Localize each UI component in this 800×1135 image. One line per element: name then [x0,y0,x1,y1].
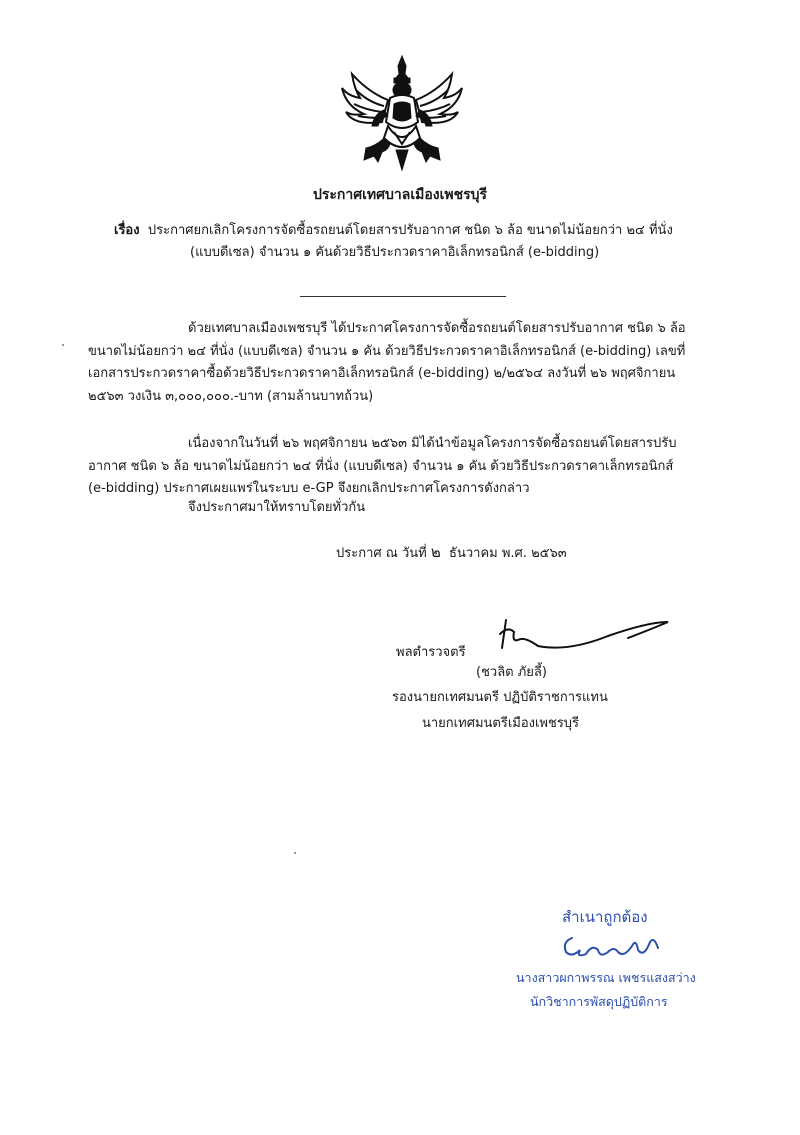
subject-label: เรื่อง [114,223,140,238]
paragraph-1 [88,318,750,408]
announcement-date [336,540,567,564]
paragraph-line: จึงประกาศมาให้ทราบโดยทั่วกัน [188,500,366,515]
paragraph-line: เนื่องจากในวันที่ ๒๖ พฤศจิกายน ๒๕๖๓ มิได้นำข้อมูลโครงการจัดซื้อรถยนต์โดยสารปรับ [188,436,677,451]
paragraph-line: ขนาดไม่น้อยกว่า ๒๔ ที่นั่ง (แบบดีเซล) จำนวน ๑ คัน ด้วยวิธีประกวดราคาอิเล็กทรอนิกส์ (e-bidding) เลขที่ [88,343,686,359]
divider [300,296,506,297]
signer-organization: นายกเทศมนตรีเมืองเพชรบุรี [422,716,580,731]
date-month-year: ธันวาคม พ.ศ. ๒๕๖๓ [449,546,567,561]
document-title: ประกาศเทศบาลเมืองเพชรบุรี [312,187,488,203]
paragraph-line: ด้วยเทศบาลเมืองเพชรบุรี ได้ประกาศโครงการจัดซื้อรถยนต์โดยสารปรับอากาศ ชนิด ๖ ล้อ [188,321,686,336]
signer-rank: พลตำรวจตรี [396,645,466,660]
paragraph-line: (e-bidding) ประกาศเผยแพร่ในระบบ e-GP จึงยกเลิกประกาศโครงการดังกล่าว [88,481,530,496]
handwritten-signature-icon [478,612,678,662]
date-day: ๒ [430,543,441,561]
subject-line-1: ประกาศยกเลิกโครงการจัดซื้อรถยนต์โดยสารปรับอากาศ ชนิด ๖ ล้อ ขนาดไม่น้อยกว่า ๒๔ ที่นั่ง [147,223,673,238]
paragraph-line: ๒๕๖๓ วงเงิน ๓,๐๐๐,๐๐๐.-บาท (สามล้านบาทถ้วน) [88,388,374,404]
handwritten-signature-icon [558,928,666,964]
subject-block [114,220,714,264]
signer-position: รองนายกเทศมนตรี ปฏิบัติราชการแทน [392,690,608,705]
scan-speck [294,852,296,854]
certified-copy-position: นักวิชาการพัสดุปฏิบัติการ [530,994,668,1009]
paragraph-3 [88,497,750,520]
signer-name: (ชวลิต ภัยลี้) [476,665,547,680]
subject-line-2: (แบบดีเซล) จำนวน ๑ คันด้วยวิธีประกวดราคาอิเล็กทรอนิกส์ (e-bidding) [190,245,600,260]
certified-copy-name: นางสาวผกาพรรณ เพชรแสงสว่าง [516,970,696,985]
date-prefix: ประกาศ ณ วันที่ [336,546,427,561]
paragraph-2 [88,433,750,501]
paragraph-line: อากาศ ชนิด ๖ ล้อ ขนาดไม่น้อยกว่า ๒๔ ที่นั่ง (แบบดีเซล) จำนวน ๑ คัน ด้วยวิธีประกวดราคาเล็กทรอนิกส์ [88,458,674,474]
scan-speck [62,344,64,346]
paragraph-line: เอกสารประกวดราคาซื้อด้วยวิธีประกวดราคาอิเล็กทรอนิกส์ (e-bidding) ๒/๒๕๖๔ ลงวันที่ ๒๖ พฤศจิกายน [88,366,676,381]
thai-garuda-emblem-icon [338,52,466,174]
certified-copy-title: สำเนาถูกต้อง [562,908,648,926]
